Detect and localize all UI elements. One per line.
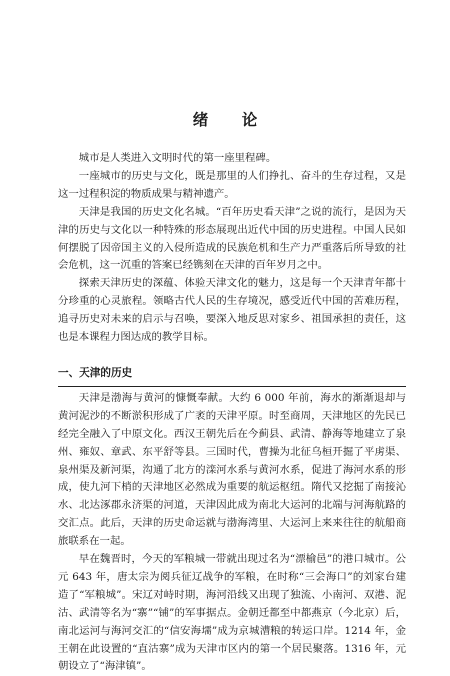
section-heading: [58, 365, 406, 387]
section-heading-text: 一、天津的历史: [58, 366, 133, 379]
document-body: [58, 150, 406, 676]
paragraph: 天津是渤海与黄河的慷慨奉献。大约 6 000 年前，海水的渐渐退却与黄河泥沙的不断淤积形成了广袤的天津平原。时至商周，天津地区的先民已经完全融入了中原文化。西汉王朝先后在今蓟县、武清、静海等地建立了泉州、雍奴、章武、东平舒等县。三国时代，曹操为北征乌桓开掘了平虏渠、泉州渠及新河渠，沟通了北方的滦河水系与黄河水系，促进了海河水系的形成，使九河下梢的天津地区必然成为重要的航运枢纽。隋代又挖掘了南接沁水、北达涿郡永济渠的河道，天津因此成为南北大运河的北端与河海航路的交汇点。此后，天津的历史命运就与渤海湾里、大运河上来来往往的航船商旅联系在一起。: [58, 391, 406, 548]
paragraph: 天津是我国的历史文化名城。“百年历史看天津”之说的流行，是因为天津的历史与文化以一种特殊的形态展现出近代中国的历史进程。中国人民如何摆脱了因帝国主义的入侵所造成的民族危机和生产力严重落后所导致的社会危机，这一沉重的答案已经镌刻在天津的百年岁月之中。: [58, 205, 406, 272]
paragraph: 早在魏晋时，今天的军粮城一带就出现过名为“漂榆邑”的港口城市。公元 643 年，唐太宗为阅兵征辽战争的军粮，在时称“三会海口”的刘家台建造了“军粮城”。宋辽对峙时期，海河沿线又出现了独流、小南河、双港、泥沽、武清等名为“寨”“铺”的军事据点。金朝迁都至中都燕京（今北京）后，南北运河与海河交汇的“信安海壖”成为京城漕粮的转运口岸。1214 年，金王朝在此设置的“直沽寨”成为天津市区内的第一个居民聚落。1316 年，元朝设立了“海津镇”。: [58, 553, 406, 673]
page-title: 绪 论: [192, 111, 272, 129]
paragraph: 探索天津历史的深蕴、体验天津文化的魅力，这是每一个天津青年都十分珍重的心灵旅程。领略古代人民的生存境况，感受近代中国的苦难历程，追寻历史对未来的启示与召唤，要深入地反思对家乡、祖国承担的责任，这也是本课程力图达成的教学目标。: [58, 277, 406, 344]
paragraph: 一座城市的历史与文化，既是那里的人们挣扎、奋斗的生存过程，又是这一过程积淀的物质成果与精神遗产。: [58, 169, 406, 200]
paragraph: 城市是人类进入文明时代的第一座里程碑。: [78, 152, 277, 164]
